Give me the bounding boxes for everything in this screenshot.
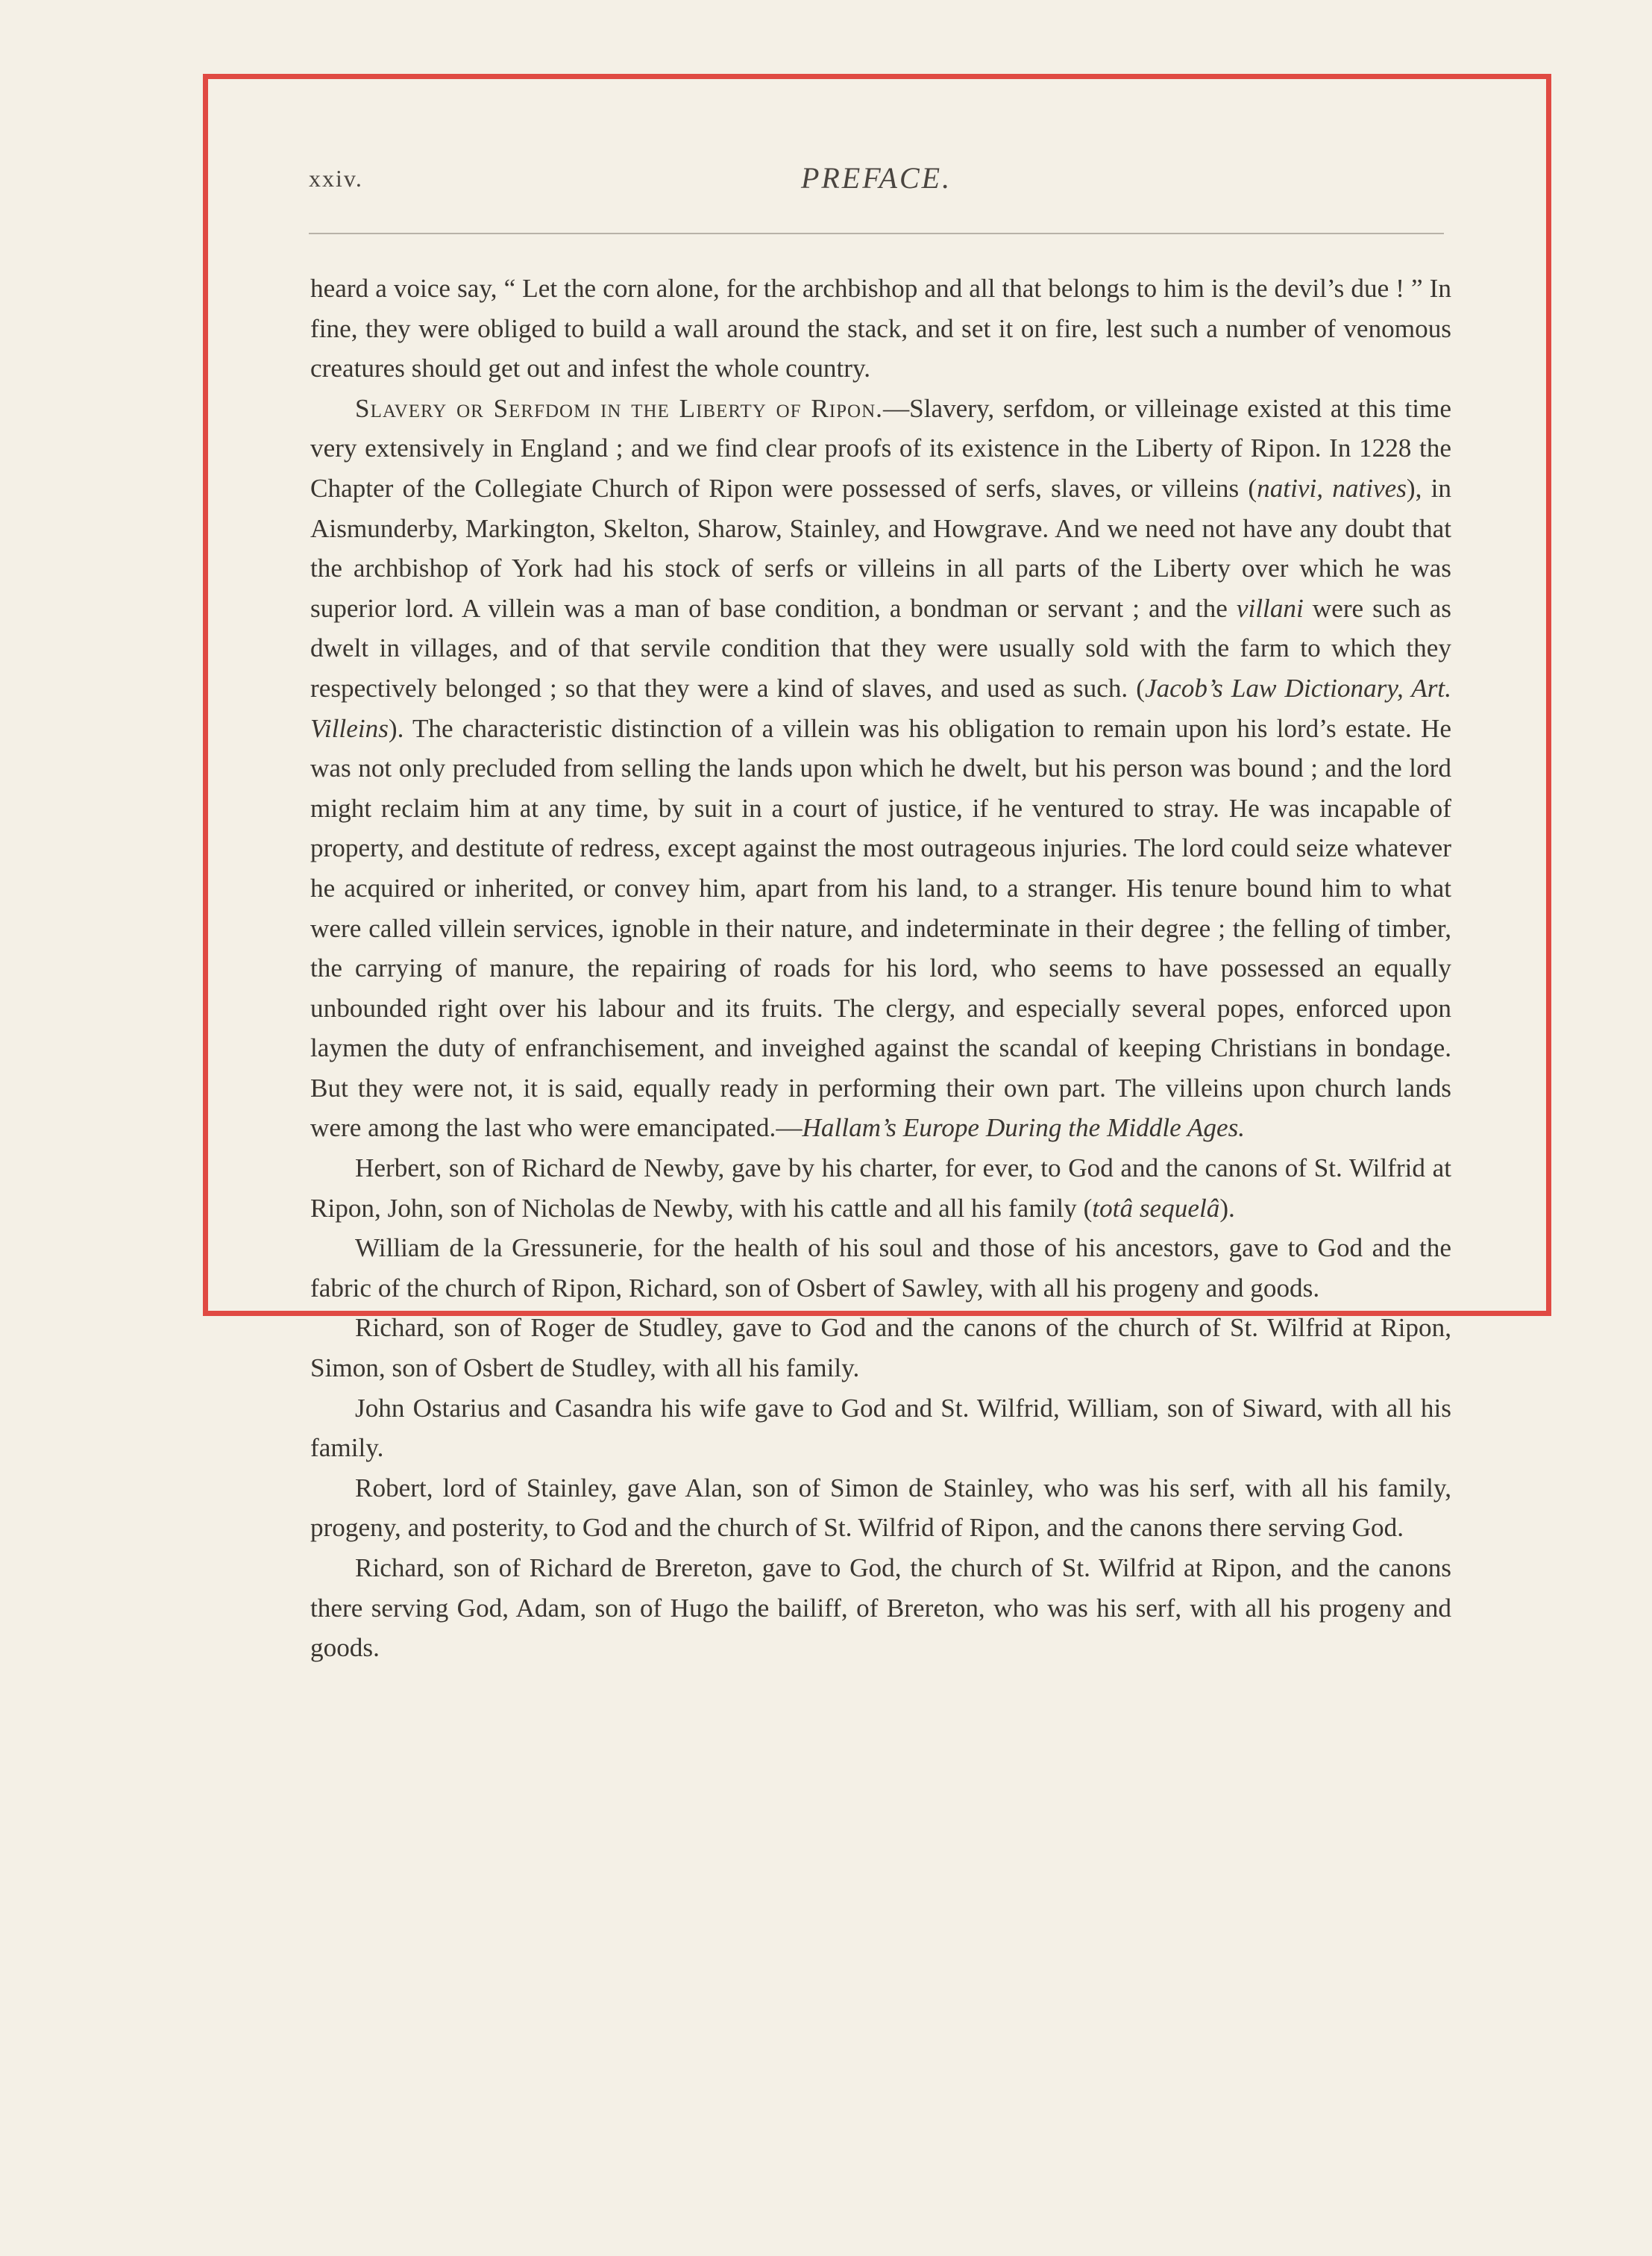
page-title: PREFACE. (800, 161, 952, 195)
paragraph-1-text: heard a voice say, “ Let the corn alone, for the archbishop and all that belongs to him is the devil’s due ! ” In fine, they were obliged to build a wall around the stack, and set it on fire, lest such a number of venomous creatures should get out and infest the whole country. (310, 274, 1451, 383)
running-head (309, 160, 1444, 205)
paragraph-john-ostarius (310, 1388, 1451, 1468)
paragraph-herbert-text-2: ). (1219, 1193, 1235, 1223)
italic-nativi: nativi, natives (1257, 473, 1407, 503)
paragraph-richard-brereton (310, 1548, 1451, 1668)
paragraph-robert-text: Robert, lord of Stainley, gave Alan, son of Simon de Stainley, who was his serf, with all his family, progeny, and posterity, to God and the church of St. Wilfrid of Ripon, and the canons there serving God. (310, 1473, 1451, 1543)
paragraph-richard-brereton-text: Richard, son of Richard de Brereton, gave to God, the church of St. Wilfrid at Ripon, and the canons there serving God, Adam, son of Hugo the bailiff, of Brereton, who was his serf, with all his progeny and goods. (310, 1553, 1451, 1663)
paragraph-herbert-text-1: Herbert, son of Richard de Newby, gave by his charter, for ever, to God and the canons of St. Wilfrid at Ripon, John, son of Nicholas de Newby, with his cattle and all his family ( (310, 1153, 1451, 1223)
paragraph-slavery-text-2: ), in Aismunderby, Markington, Skelton, Sharow, Stainley, and Howgrave. And we need not have any doubt that the archbishop of York had his stock of serfs or villeins in all parts of the Liberty over which he was superior lord. A villein was a man of base condition, a bondman or servant ; and the (310, 473, 1451, 623)
paragraph-slavery-text-4: ). The characteristic distinction of a villein was his obligation to remain upon his lord’s estate. He was not only precluded from selling the lands upon which he dwelt, but his person was bound ; and the lord might reclaim him at any time, by suit in a court of justice, if he ventured to stray. He was incapable of property, and destitute of redress, except against the most outrageous injuries. The lord could seize whatever he acquired or inherited, or convey him, apart from his land, to a stranger. His tenure bound him to what were called villein services, ignoble in their nature, and indeterminate in their degree ; the felling of timber, the carrying of manure, the repairing of roads for his lord, who seems to have possessed an equally unbounded right over his labour and its fruits. The clergy, and especially several popes, enforced upon laymen the duty of enfranchisement, and inveighed against the scandal of keeping Christians in bondage. But they were not, it is said, equally ready in performing their own part. The villeins upon church lands were among the last who were emancipated.— (310, 713, 1451, 1143)
italic-villani: villani (1236, 593, 1304, 623)
paragraph-john-ostarius-text: John Ostarius and Casandra his wife gave to God and St. Wilfrid, William, son of Siward, with all his family. (310, 1393, 1451, 1463)
paragraph-slavery (310, 389, 1451, 1148)
paragraph-richard-roger-text: Richard, son of Roger de Studley, gave to God and the canons of the church of St. Wilfrid at Ripon, Simon, son of Osbert de Studley, with all his family. (310, 1313, 1451, 1383)
italic-tota-sequela: totâ sequelâ (1092, 1193, 1220, 1223)
paragraph-slavery-text-3: were such as dwelt in villages, and of that servile condition that they were usually sold with the farm to which they respectively belonged ; so that they were a kind of slaves, and used as such. ( (310, 593, 1451, 703)
paragraph-william-text: William de la Gressunerie, for the health of his soul and those of his ancestors, gave to God and the fabric of the church of Ripon, Richard, son of Osbert of Sawley, with all his progeny and goods. (310, 1233, 1451, 1303)
page-number: xxiv. (309, 165, 363, 192)
paragraph-richard-roger (310, 1308, 1451, 1388)
body-text (310, 269, 1451, 1668)
paragraph-1 (310, 269, 1451, 389)
section-heading: Slavery or Serfdom in the Liberty of Ripon. (355, 393, 883, 423)
citation-jacob: Jacob’s Law Dictionary, Art. Villeins (310, 673, 1451, 743)
paragraph-herbert (310, 1148, 1451, 1228)
paragraph-slavery-text-1: —Slavery, serfdom, or villeinage existed at this time very extensively in England ; and we find clear proofs of its existence in the Liberty of Ripon. In 1228 the Chapter of the Collegiate Church of Ripon were possessed of serfs, slaves, or villeins ( (310, 393, 1452, 503)
paragraph-robert (310, 1468, 1451, 1548)
header-rule (309, 233, 1444, 234)
citation-hallam: Hallam’s Europe During the Middle Ages. (802, 1113, 1246, 1143)
paragraph-william (310, 1228, 1451, 1308)
